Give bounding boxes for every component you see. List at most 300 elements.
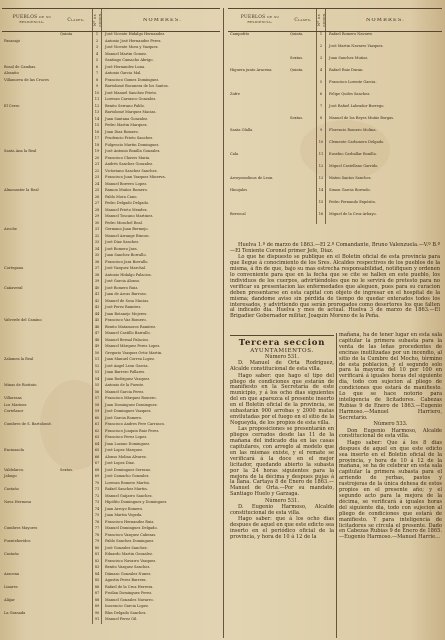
row-number: 82 bbox=[92, 559, 102, 566]
row-name: Francisco Juan Vazquez Minerva. bbox=[105, 175, 166, 179]
row-pueblo: Zalamea la Real bbox=[4, 357, 34, 361]
row-pueblo: Arroyomolinos de Leon. bbox=[230, 176, 274, 180]
row-name: José Vicente Mora y Vazquez. bbox=[105, 45, 159, 49]
row-pueblo bbox=[228, 116, 290, 128]
row-name: Pedro Delgado Delgado. bbox=[105, 201, 150, 205]
row-name: Hipólito Dominguez y Dominguez. bbox=[105, 500, 168, 504]
header-nombres: NOMBRES. bbox=[365, 17, 406, 23]
row-name: José Vicente Hidalgo Hernandez. bbox=[105, 32, 166, 36]
row-pueblo bbox=[228, 56, 290, 68]
row-number: 81 bbox=[92, 552, 102, 559]
row-number: 70 bbox=[92, 481, 102, 488]
row-name: José Lopez Diaz. bbox=[105, 461, 135, 465]
row-number: 79 bbox=[92, 539, 102, 546]
table-row bbox=[228, 164, 442, 176]
row-name: Manuel Bernal Palacios. bbox=[105, 337, 150, 342]
row-name: José Romero Ruiz. bbox=[105, 285, 139, 290]
row-name: Lorenzo Carrasco Gonzalez. bbox=[105, 97, 157, 101]
order-paragraph: Lo que he dispuesto se publique en el Boletin oficial de esta provincia para que llegue á conocimiento de los Sres. Alcaldes respectivos de los pueblos de la misma, á fin de que, bajo su mas estrecha responsabilidad, notifiquen y ordenen lo conveniente para que en la fecha que se cite se hallen en este pueblo, los individuos de los cuerpos, advirtiéndoles que no le servirá de pretesto para no verificar su presentacion las enfermedades que aleguen, pues para su curacion deben presentarse en esta capital con objeto de ingresar en el hospital de la misma; dandome aviso sin pérdida de tiempo de quedar enterados todos los interesados, y advirtiendo que serán prorogados como desertores los que falten al indicado dia. Huelva y mes de actual. Huelva 3 de marzo de 1863.—El Brigadier Gobernador militar, Joaquin Moreno de la Peña. bbox=[230, 254, 440, 320]
row-number: 39 bbox=[92, 279, 102, 286]
row-name: Inocencio Garcia Lopez. bbox=[105, 604, 150, 608]
row-name: Francisco Márquez Romero. bbox=[105, 396, 157, 400]
row-number: 47 bbox=[92, 331, 102, 338]
row-number: 61 bbox=[92, 422, 102, 429]
row-name: Victoriano Sanchez Sanchez. bbox=[105, 168, 158, 173]
header-pueblos: PUEBLOS de su residencia. bbox=[240, 15, 280, 25]
table-row bbox=[228, 152, 442, 164]
table-row bbox=[228, 128, 442, 140]
row-number: 32 bbox=[92, 234, 102, 241]
row-name: Francisco Vaz Romero. bbox=[105, 318, 147, 322]
row-name: Manuel Borrero Lopez. bbox=[105, 181, 148, 186]
row-pueblo: Cortelazor bbox=[4, 409, 24, 413]
row-number: 11 bbox=[316, 152, 326, 164]
row-pueblo: Cañaveral bbox=[4, 285, 23, 290]
row-pueblo: Cala bbox=[230, 152, 239, 156]
row-number: 13 bbox=[92, 110, 102, 117]
row-pueblo: Castaño bbox=[4, 552, 19, 556]
row-pueblo: Santa Olalla bbox=[230, 128, 253, 132]
row-clase bbox=[290, 140, 316, 152]
row-number: 69 bbox=[92, 474, 102, 481]
row-pueblo: Campofrío bbox=[230, 32, 250, 36]
row-name: Francisco Perez Lopez. bbox=[105, 435, 148, 439]
row-name: José Rafael Labrador Borrego. bbox=[329, 104, 385, 108]
section-column bbox=[230, 333, 334, 542]
row-name: Felipe Quiles Sanchez. bbox=[329, 92, 371, 96]
row-number: 64 bbox=[92, 442, 102, 449]
row-name: Mateo Santos Sanchez. bbox=[329, 176, 372, 180]
row-name: Francisco Andres Pere Carrasco. bbox=[105, 422, 165, 426]
row-number: 10 bbox=[316, 140, 326, 152]
row-pueblo: Linares bbox=[4, 584, 18, 589]
row-number: 74 bbox=[92, 507, 102, 514]
row-number: 25 bbox=[92, 188, 102, 195]
table-row bbox=[228, 104, 442, 116]
row-number: 16 bbox=[316, 212, 326, 224]
row-clase bbox=[290, 200, 316, 212]
row-number: 12 bbox=[92, 104, 102, 111]
notice-number: Número 531. bbox=[264, 497, 300, 504]
row-name: José Dominguez Serrano. bbox=[105, 467, 152, 472]
row-number: 65 bbox=[92, 448, 102, 455]
row-number: 28 bbox=[92, 208, 102, 215]
row-number: 91 bbox=[92, 617, 102, 624]
row-pueblo: Fuenteheridos bbox=[4, 539, 31, 543]
row-clase bbox=[290, 104, 316, 116]
row-number: 72 bbox=[92, 494, 102, 501]
row-name: Prudencio Prieto Sanchez. bbox=[105, 136, 154, 140]
row-clase: Quinta. bbox=[290, 68, 304, 72]
notice-number: Número 533. bbox=[373, 421, 408, 428]
row-name: Benito Vazquez Sanchez. bbox=[105, 565, 151, 569]
row-name: Rafael Sanchez Martin. bbox=[105, 487, 148, 491]
table-row bbox=[228, 212, 442, 224]
row-name: Andrés Sanchez Gonzalez. bbox=[105, 162, 154, 166]
row-name: Antonio Hidalgo Palacios. bbox=[105, 272, 152, 277]
row-clase: Sextas. bbox=[290, 116, 304, 120]
row-name: Eduardo Martin Gonzalez. bbox=[105, 552, 153, 556]
row-name: Francisco Navarro Vazquez. bbox=[105, 558, 157, 563]
right-table-header bbox=[228, 8, 442, 32]
row-pueblo: Alájar bbox=[4, 597, 15, 602]
left-roster-table bbox=[2, 8, 220, 632]
row-name: Rafael Romero Navarro bbox=[329, 32, 373, 36]
row-clase: Sextas. bbox=[60, 467, 74, 472]
row-name: Francisco Vazquez Cabezas. bbox=[105, 532, 157, 537]
row-number: 55 bbox=[92, 383, 102, 390]
row-name: Pedro Monchel Real. bbox=[105, 220, 143, 225]
row-number: 86 bbox=[92, 585, 102, 592]
row-number: 68 bbox=[92, 468, 102, 475]
row-name: Juan Sanchez Muñoz. bbox=[329, 56, 369, 60]
row-name: Manuel Dominguez Delgado. bbox=[105, 526, 158, 530]
row-name: Manuel Guijarro Sanchez. bbox=[105, 493, 153, 498]
table-row bbox=[228, 92, 442, 104]
row-name: Fulgencio Martin Dominguez. bbox=[105, 142, 160, 147]
row-number: 31 bbox=[92, 227, 102, 234]
row-number: 85 bbox=[92, 578, 102, 585]
row-name: Manuel Perez Gil. bbox=[105, 617, 138, 621]
row-name: Juan Dominguez Dominguez. bbox=[105, 402, 158, 407]
table-row bbox=[2, 617, 220, 624]
row-name: Francisco Gomez Domínguez. bbox=[105, 77, 160, 82]
row-number: 77 bbox=[92, 526, 102, 533]
row-name: Alonso Molina Alvarez. bbox=[105, 454, 147, 459]
row-number: 9 bbox=[316, 128, 326, 140]
notice-paragraph: mañana, ha de tener lugar en esta sala capitular la primera subasta para la venta de las leñas procedentes de encinas inutilizadas por un incendio, al sitio de la Cumbre del Mocho, término de esta poblacion, y el segundo solo para la mayoría del 10 por 100 en verificará á iguales horas del siguiente dia, todo con sujecion al pliego de condiciones que estará de manifiesto. Lo que se hace notorio para inteligencia de licitadores. Cabezas Rubias 9 de Enero de 1863.—Eugenio Harmoso.—Manuel Harriero, Secretario. bbox=[339, 332, 442, 421]
row-pueblo: Valverde del Camino bbox=[4, 318, 42, 322]
row-number: 6 bbox=[316, 92, 326, 104]
row-number: 43 bbox=[92, 305, 102, 312]
row-pueblo bbox=[2, 617, 60, 624]
row-name: Lorenzo Romero Martin. bbox=[105, 480, 150, 485]
header-clases: Clases. bbox=[67, 17, 85, 23]
row-number: 23 bbox=[92, 175, 102, 182]
row-name: José Perez Ramírez. bbox=[105, 305, 142, 309]
left-table-body bbox=[2, 32, 220, 632]
table-row bbox=[228, 80, 442, 92]
row-name: Germano Juan Bermejo. bbox=[105, 227, 149, 231]
row-name: Juan Diaz Romero. bbox=[105, 129, 139, 134]
notice-paragraph: Don Eugenio Harmoso, Alcalde constitucional de esta villa. bbox=[339, 427, 442, 440]
row-number: 51 bbox=[92, 357, 102, 364]
row-name: José Garcia Romero. bbox=[105, 415, 143, 420]
row-name: Miguel Castellano Garrido. bbox=[329, 164, 379, 168]
row-number: 9 bbox=[92, 84, 102, 91]
row-number: 83 bbox=[92, 565, 102, 572]
row-name: Rafael de la Cruz Herrera. bbox=[105, 584, 154, 589]
row-number: 19 bbox=[92, 149, 102, 156]
row-number: 88 bbox=[92, 598, 102, 605]
row-number: 15 bbox=[92, 123, 102, 130]
notice-paragraph: Las proposiciones se presentarán en pliegos cerrados desde las 11 de la mañana del indicado dia en las casas capitulares, con arreglo al modelo que en las mismas existe, y el remate se verificará á la doce en el mejor licitador, quedando abierto la subasta por la 24 horas siguientes para la mejora de la décima y despues pujas á la llana. Cartaya 8 de Enero de 1863.—Manuel de Orta.—Por su mandato, Santiago Huelo y Garzaga. bbox=[230, 426, 334, 498]
section-column-continued bbox=[339, 333, 442, 542]
notice-paragraph: Hago saber: que á los ocho dias despues de aquel en que este edicto sea inserto en el periódico oficial de la provincia, y hora de 10 á 12 de la bbox=[230, 516, 334, 541]
row-name: Manuel Martin Gomez. bbox=[105, 51, 148, 56]
row-number: 53 bbox=[92, 370, 102, 377]
section-subtitle: AYUNTAMIENTOS. bbox=[250, 347, 314, 354]
row-pueblo: La Granada bbox=[4, 610, 26, 615]
row-name: Juan de Arcas Barroso. bbox=[105, 292, 147, 296]
row-number: 45 bbox=[92, 318, 102, 325]
row-name: José Dominguez Vazquez. bbox=[105, 409, 152, 413]
row-number: 14 bbox=[316, 188, 326, 200]
row-number: 57 bbox=[92, 396, 102, 403]
row-number: 90 bbox=[92, 611, 102, 618]
row-number: 60 bbox=[92, 416, 102, 423]
row-pueblo: Almonaster la Real bbox=[4, 188, 39, 192]
right-table-body bbox=[228, 32, 442, 224]
notice-number: Número 531. bbox=[264, 353, 300, 360]
row-name: Manuel Garcia Perez. bbox=[105, 389, 145, 394]
row-name: Gregorio Vazquez Ortiz Martin. bbox=[105, 350, 163, 355]
row-number: 52 bbox=[92, 364, 102, 371]
row-number: 3 bbox=[316, 56, 326, 68]
row-pueblo: Los Marines bbox=[4, 402, 27, 407]
row-number: 18 bbox=[92, 143, 102, 150]
row-number: 26 bbox=[92, 195, 102, 202]
row-name: José Diaz Sanchez. bbox=[105, 240, 140, 244]
row-name: José Hernandez Luna. bbox=[105, 64, 146, 69]
notice-paragraph: D. Eugenio Harmoso, Alcalde constitucional de esta villa. bbox=[230, 504, 334, 516]
row-number: 38 bbox=[92, 273, 102, 280]
row-number: 16 bbox=[92, 130, 102, 137]
row-number: 24 bbox=[92, 182, 102, 189]
row-name: José Gonzalez Sanchez. bbox=[105, 545, 148, 550]
row-name: Pablo Mora Cano. bbox=[105, 194, 138, 199]
row-number: 7 bbox=[316, 104, 326, 116]
row-pueblo bbox=[228, 80, 290, 92]
column-divider bbox=[223, 8, 224, 638]
row-name: Francisco Lorente Garcia. bbox=[329, 80, 377, 84]
row-name: José Camacho Gonzalez. bbox=[105, 474, 150, 478]
row-name: Pedro Fernando Expósito. bbox=[329, 200, 377, 204]
row-pueblo: Jabugo bbox=[4, 474, 17, 478]
row-name: Manuel Gonzalez Navarro. bbox=[105, 597, 154, 602]
row-name: Benito Serrano Pablo. bbox=[105, 103, 145, 108]
row-number: 4 bbox=[92, 52, 102, 59]
row-pueblo: Villarrasa bbox=[4, 396, 22, 400]
table-row bbox=[228, 200, 442, 212]
row-number: 30 bbox=[92, 221, 102, 228]
row-pueblo: Minas de Riotinto. bbox=[4, 383, 38, 387]
row-number: 40 bbox=[92, 286, 102, 293]
row-clase: Quinta bbox=[60, 32, 73, 36]
row-clase bbox=[290, 128, 316, 140]
row-number: 20 bbox=[92, 156, 102, 163]
table-row bbox=[228, 44, 442, 56]
row-name: Juan Lozano Dominguez. bbox=[105, 441, 151, 446]
row-name: Juan Arroyo Romero. bbox=[105, 506, 144, 511]
row-name: Pablo Sanchez Dominguez. bbox=[105, 539, 155, 543]
row-number: 49 bbox=[92, 344, 102, 351]
row-number: 59 bbox=[92, 409, 102, 416]
row-pueblo bbox=[228, 164, 290, 176]
row-name: Francisco Joaquin Ruiz Perez. bbox=[105, 428, 160, 433]
row-pueblo: Aracena bbox=[4, 571, 20, 576]
table-row bbox=[228, 188, 442, 200]
row-pueblo bbox=[228, 200, 290, 212]
row-pueblo: Alosnito bbox=[4, 71, 19, 75]
row-pueblo: Zufre bbox=[230, 92, 240, 96]
notice-paragraph: Hago saber: que hago el tipo del pliego de condiciones que estarán de manifiesto en la Secretaría de este municipio, y á los ocho dias siguientes del en que aparezca el presente inserto en el Boletin oficial de la provincia, se subastarán 900 arrobas y 2000 matas envilutadas por el fuego en el sitio de la Nogueyda, de los propios de esta villa. bbox=[230, 372, 334, 426]
row-pueblo: Nava Hermosa bbox=[4, 500, 32, 504]
row-pueblo: Aroche bbox=[4, 227, 17, 231]
header-clases: Clases. bbox=[294, 17, 312, 23]
row-number: 8 bbox=[92, 78, 102, 85]
row-clase bbox=[290, 164, 316, 176]
row-number: 78 bbox=[92, 533, 102, 540]
row-pueblo bbox=[228, 44, 290, 56]
row-pueblo: Castaño bbox=[4, 487, 19, 491]
row-name: Rafael Ruiz Duran. bbox=[329, 68, 364, 72]
row-name: Manuel Prieto Mendez. bbox=[105, 207, 148, 212]
table-row bbox=[228, 176, 442, 188]
row-name: José Garcia Alonso. bbox=[105, 279, 141, 283]
notice-paragraph: D. Manuel de Orta Rodriguez, Alcalde constitucional de esta villa. bbox=[230, 360, 334, 373]
header-numero: Nº de orden. bbox=[316, 9, 326, 31]
row-clase bbox=[290, 212, 316, 224]
row-pueblo bbox=[228, 104, 290, 116]
column-divider bbox=[336, 333, 337, 638]
row-name: José Antonio Bonilla Gonzalez. bbox=[105, 149, 161, 153]
row-number: 71 bbox=[92, 487, 102, 494]
row-clase bbox=[290, 188, 316, 200]
row-number: 12 bbox=[316, 164, 326, 176]
row-name: José Angel Leon Garcia. bbox=[105, 363, 149, 368]
table-row bbox=[228, 32, 442, 44]
row-number: 8 bbox=[316, 116, 326, 128]
row-name: Manuel Toscano Martinez. bbox=[105, 214, 154, 218]
row-number: 37 bbox=[92, 266, 102, 273]
row-name: Antonio Garcia Mal. bbox=[105, 71, 142, 75]
row-pueblo: El Cerro bbox=[4, 103, 20, 108]
row-name: Francisco Hernandez Ruiz. bbox=[105, 519, 155, 524]
row-number: 41 bbox=[92, 292, 102, 299]
row-name: Eusebio Carballar Bonilla. bbox=[329, 152, 377, 156]
row-pueblo: Santa Ana la Real bbox=[4, 149, 37, 153]
row-number: 84 bbox=[92, 572, 102, 579]
row-number: 58 bbox=[92, 403, 102, 410]
row-number: 35 bbox=[92, 253, 102, 260]
row-pueblo: Villanueva de las Cruces bbox=[4, 77, 49, 82]
row-number: 10 bbox=[92, 91, 102, 98]
table-row bbox=[228, 68, 442, 80]
row-name: Simon Garcia Borrado. bbox=[329, 188, 371, 192]
table-row bbox=[228, 140, 442, 152]
row-number: 63 bbox=[92, 435, 102, 442]
row-name: Blas Delgado Sanchez. bbox=[105, 610, 147, 615]
signature-line: Huelva 1.º de marzo de 1863.—El 2.º Comandante, Bruno Valenzuela.—V.º B.º—El Teniente Coronel primer Jefe, Diaz. bbox=[230, 242, 440, 254]
row-name: Manuel Arrange Rincon. bbox=[105, 233, 150, 238]
row-number: 33 bbox=[92, 240, 102, 247]
row-number: 87 bbox=[92, 591, 102, 598]
row-number: 13 bbox=[316, 176, 326, 188]
row-name: Froilan Dominguez Perez. bbox=[105, 591, 153, 595]
row-number: 48 bbox=[92, 338, 102, 345]
row-pueblo: Higuera junto Aracena bbox=[230, 68, 272, 72]
left-table-header bbox=[2, 8, 220, 32]
row-number: 7 bbox=[92, 71, 102, 78]
row-name: Francisco Chaves Maria. bbox=[105, 155, 151, 160]
row-number: 50 bbox=[92, 351, 102, 358]
row-name: Antonio José Hernandez Perez. bbox=[105, 38, 162, 43]
row-name: Manuel Castillo Barrallo. bbox=[105, 331, 151, 335]
row-number: 62 bbox=[92, 429, 102, 436]
row-name: Juan Botanejo Mojeres. bbox=[105, 311, 148, 316]
row-number: 5 bbox=[92, 58, 102, 65]
row-number: 75 bbox=[92, 513, 102, 520]
row-clase: Sextas. bbox=[290, 56, 304, 60]
row-name: Juan Barrero Pallares. bbox=[105, 370, 146, 374]
row-name: Juan Martin Vegeda. bbox=[105, 513, 143, 517]
row-clase: Quinta. bbox=[290, 32, 304, 36]
row-pueblo: Berrocal bbox=[230, 212, 246, 216]
row-number: 73 bbox=[92, 500, 102, 507]
row-number: 80 bbox=[92, 546, 102, 553]
row-name: Manuel Márquez Perez Lopez. bbox=[105, 344, 161, 348]
row-number: 36 bbox=[92, 260, 102, 267]
header-nombres: NOMBRES. bbox=[142, 17, 183, 23]
row-number: 1 bbox=[92, 32, 102, 39]
row-number: 76 bbox=[92, 520, 102, 527]
row-pueblo: Hinojales bbox=[230, 188, 248, 192]
row-pueblo: Cumbres Mayores bbox=[4, 526, 38, 530]
row-name: Manuel de Sosa Macias. bbox=[105, 298, 150, 303]
row-number: 6 bbox=[92, 65, 102, 72]
row-name: Bartolomé Marquez Macias. bbox=[105, 110, 157, 114]
row-number: 11 bbox=[92, 97, 102, 104]
row-number: 29 bbox=[92, 214, 102, 221]
row-clase bbox=[60, 617, 92, 624]
row-number: 67 bbox=[92, 461, 102, 468]
row-number: 56 bbox=[92, 390, 102, 397]
row-name: Ramon Muñoz Romero. bbox=[105, 188, 148, 192]
row-number: 3 bbox=[92, 45, 102, 52]
row-number: 21 bbox=[92, 162, 102, 169]
header-pueblos: PUEBLOS de su residencia. bbox=[12, 15, 52, 25]
row-name: Benito Matamoros Ramírez. bbox=[105, 324, 157, 329]
row-name: Juan Sanchez Borrallo. bbox=[105, 253, 147, 257]
row-number: 2 bbox=[92, 39, 102, 46]
row-name: Agustin Perez Barrera. bbox=[105, 578, 147, 582]
row-name: Francisco Jara Borrallo. bbox=[105, 259, 149, 264]
row-number: 4 bbox=[316, 68, 326, 80]
table-row bbox=[228, 56, 442, 68]
row-number: 44 bbox=[92, 312, 102, 319]
table-row bbox=[228, 116, 442, 128]
row-number: 42 bbox=[92, 299, 102, 306]
row-pueblo: Cortegana bbox=[4, 266, 24, 270]
order-block bbox=[230, 243, 440, 321]
header-numero: Nº de orden. bbox=[92, 9, 102, 31]
row-name: Dámaso Gonzalez Nunez. bbox=[105, 571, 152, 576]
row-name: José Romero Jara. bbox=[105, 246, 138, 251]
row-name: José Martin Navarro Vazquez. bbox=[329, 44, 384, 48]
row-name: Juan Rodriguez Vazquez. bbox=[105, 376, 151, 381]
row-number: 17 bbox=[92, 136, 102, 143]
row-pueblo: Pasanajo bbox=[4, 38, 21, 43]
row-name: José Lopez Marquez. bbox=[105, 448, 144, 452]
row-pueblo bbox=[228, 140, 290, 152]
row-number: 89 bbox=[92, 604, 102, 611]
row-name: Santiago Camacho Abrigo. bbox=[105, 58, 154, 62]
right-roster-table bbox=[228, 8, 442, 224]
row-pueblo: Bosal de Cambas. bbox=[4, 64, 37, 69]
row-name: Clemente Carbonero Delgado. bbox=[329, 140, 385, 144]
row-number: 27 bbox=[92, 201, 102, 208]
